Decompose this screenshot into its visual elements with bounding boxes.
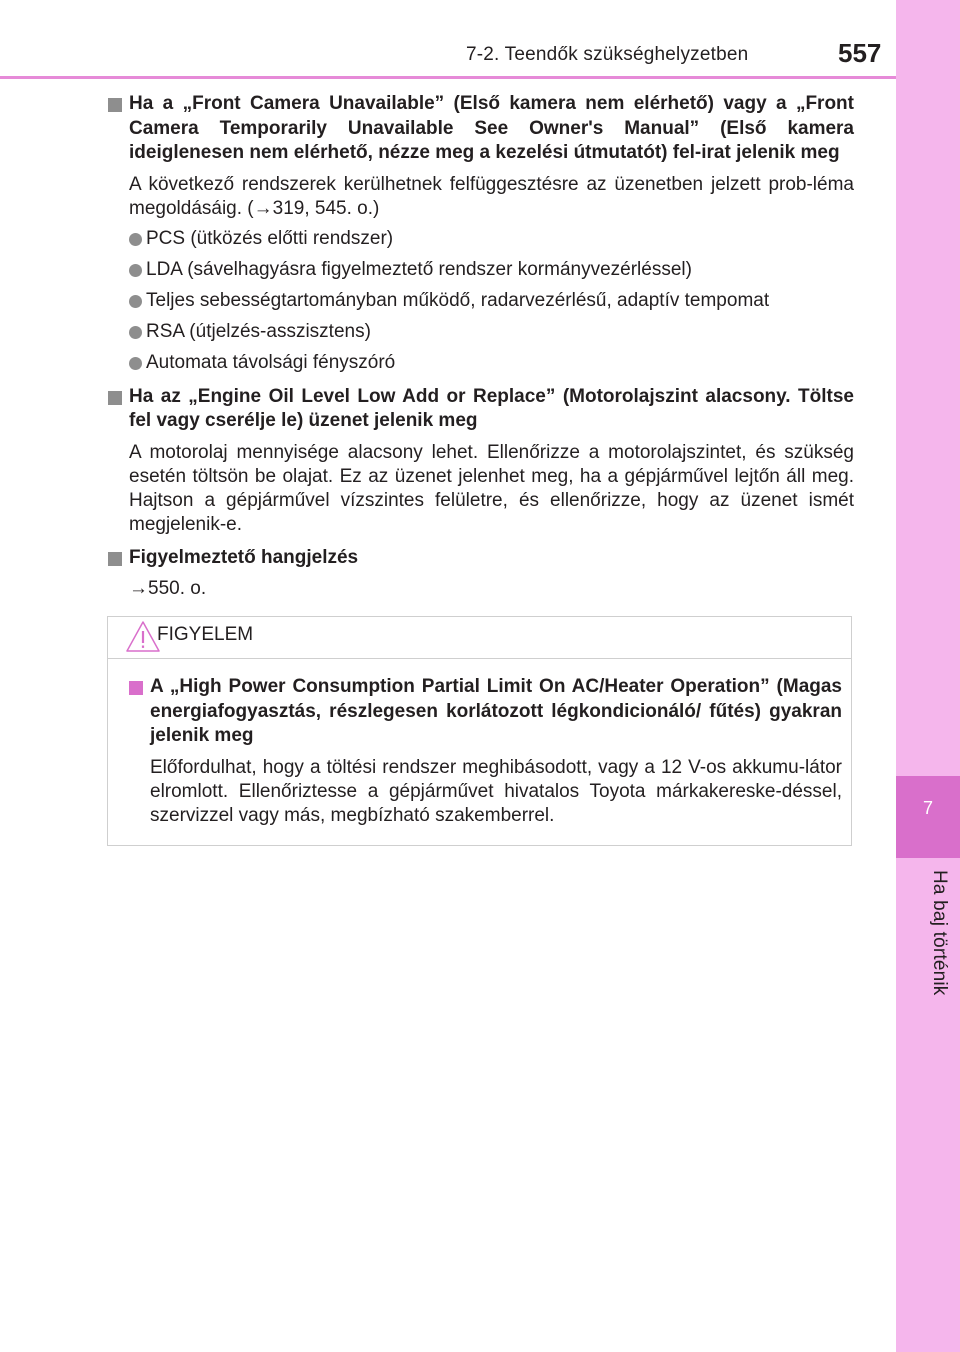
main-content: [108, 92, 854, 601]
round-bullet-icon: [129, 264, 142, 277]
list-item: PCS (ütközés előtti rendszer): [129, 227, 854, 252]
heading-text: Ha az „Engine Oil Level Low Add or Replace” (Motorolajszint alacsony. Töltse fel vagy cserélje le) üzenet jelenik meg: [129, 385, 854, 431]
page-number: 557: [838, 38, 882, 68]
section-front-camera: [108, 92, 854, 376]
section-title: 7-2. Teendők szükséghelyzetben: [466, 44, 749, 65]
square-bullet-icon: [129, 681, 143, 695]
section-paragraph: A következő rendszerek kerülhetnek felfüggesztésre az üzenetben jelzett prob-léma megoldásáig. (→319, 545. o.): [129, 173, 854, 219]
section-heading: [108, 92, 854, 166]
section-engine-oil: [108, 385, 854, 537]
section-warning-sound: [108, 546, 854, 602]
round-bullet-icon: [129, 233, 142, 246]
section-heading: [108, 546, 854, 571]
warning-paragraph: Előfordulhat, hogy a töltési rendszer meghibásodott, vagy a 12 V-os akkumu-látor elromlott. Ellenőriztesse a gépjárművet hivatalos Toyota márkakereske-déssel, szervizzel vagy más, megbízható szakemberrel.: [150, 756, 842, 826]
section-paragraph: A motorolaj mennyisége alacsony lehet. Ellenőrizze a motorolajszintet, és szükség esetén töltsön be olajat. Ez az üzenet jelenhet meg, ha a gépjárművel lejtőn áll meg. Hajtson a gépjárművel vízszintes felületre, és ellenőrizze, hogy az üzenet ismét megjelenik-e.: [129, 441, 854, 535]
chapter-tab-strip: [896, 0, 960, 1352]
heading-text: Figyelmeztető hangjelzés: [129, 546, 359, 568]
heading-text: Ha a „Front Camera Unavailable” (Első kamera nem elérhető) vagy a „Front Camera Temporarily Unavailable See Owner's Manual” (Első kamera ideiglenesen nem elérhető, nézze meg a kezelési útmutatót) fel-irat jelenik meg: [129, 93, 854, 163]
square-bullet-icon: [108, 552, 122, 566]
header-divider: [0, 76, 960, 79]
round-bullet-icon: [129, 295, 142, 308]
list-item: LDA (sávelhagyásra figyelmeztető rendszer kormányvezérléssel): [129, 258, 854, 283]
heading-text: A „High Power Consumption Partial Limit On AC/Heater Operation” (Magas energiafogyasztás, részlegesen korlátozott légkondicionáló/ fűtés) gyakran jelenik meg: [150, 676, 842, 746]
square-bullet-icon: [108, 391, 122, 405]
warning-content: [129, 675, 842, 828]
page-reference: →550. o.: [129, 578, 207, 599]
chapter-number: 7: [922, 798, 933, 818]
warning-divider: [108, 658, 851, 659]
warning-title: FIGYELEM: [157, 624, 254, 645]
chapter-label: Ha baj történik: [929, 870, 950, 996]
list-item: Teljes sebességtartományban működő, radarvezérlésű, adaptív tempomat: [129, 289, 854, 314]
round-bullet-icon: [129, 326, 142, 339]
round-bullet-icon: [129, 357, 142, 370]
warning-heading: [129, 675, 842, 749]
square-bullet-icon: [108, 98, 122, 112]
warning-triangle-icon: [125, 620, 161, 654]
list-item: Automata távolsági fényszóró: [129, 351, 854, 376]
section-heading: [108, 385, 854, 434]
list-item: RSA (útjelzés-asszisztens): [129, 320, 854, 345]
